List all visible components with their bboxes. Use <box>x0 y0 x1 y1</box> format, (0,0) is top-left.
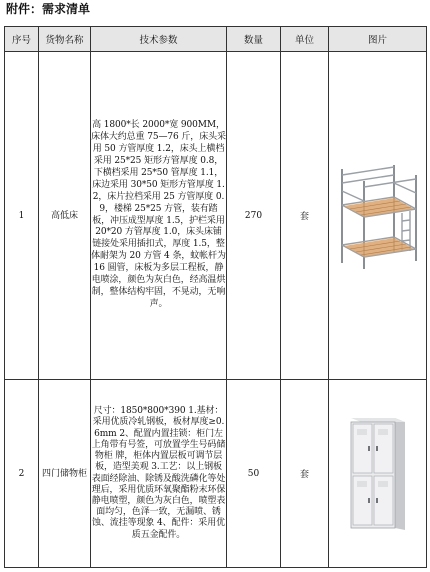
row-unit: 套 <box>281 52 329 380</box>
header-name: 货物名称 <box>39 27 91 52</box>
row-no: 2 <box>5 380 39 568</box>
row-spec: 高 1800*长 2000*宽 900MM，床体大约总重 75—76 斤，床头采用 50 方管厚度 1.2，床头上横档采用 25*25 矩形方管厚度 0.8，下横档采用 25*50 管厚度 1.1，床边采用 30*50 矩形方管厚度 1.2，床片拉档采用 25 方管厚度 0.9，楼梯 25*25 方管，装有踏板，冲压成型厚度 1.5，护栏采用 20*20 方管厚度 1.0，床头床铺链接处采用插扣式，厚度 1.5，整体耐架为 20 方管 4 条，蚊帐杆为 16 圆管，床板为多层工程板，静电喷涂，颜色为灰白色，经高温烘制，整体结构牢固，不晃动，无响声。 <box>91 52 227 380</box>
row-no: 1 <box>5 52 39 380</box>
header-unit: 单位 <box>281 27 329 52</box>
row-unit: 套 <box>281 380 329 568</box>
header-image: 图片 <box>329 27 427 52</box>
page-heading: 附件：需求清单 <box>6 2 91 16</box>
bunk-bed-image-cell <box>329 52 427 380</box>
header-spec: 技术参数 <box>91 27 227 52</box>
locker-cabinet-image <box>345 416 411 532</box>
table-row <box>5 52 427 380</box>
requirements-table <box>4 26 427 568</box>
locker-cabinet-image-cell <box>329 380 427 568</box>
header-qty: 数量 <box>227 27 281 52</box>
bunk-bed-image <box>332 161 424 271</box>
row-spec: 尺寸：1850*800*390 1.基材：采用优质冷轧钢板，板材厚度≥0.6mm 2、配置内置挂锁：柜门左上角带有号签，可放置学生号码储物柜 牌，柜体内置层板可调节层板，造型美观 3.工艺：以上钢板表面经除油、除锈及酸洗磷化等处理后，采用优质环氧聚酯粉末环保静电喷塑，颜色为灰白色，喷塑表面均匀，色泽一致，无漏喷、锈蚀、流挂等现象 4、配件：采用优质五金配件。 <box>91 380 227 568</box>
header-no: 序号 <box>5 27 39 52</box>
row-name: 高低床 <box>39 52 91 380</box>
row-qty: 50 <box>227 380 281 568</box>
table-row <box>5 380 427 568</box>
row-qty: 270 <box>227 52 281 380</box>
table-header-row <box>5 27 427 52</box>
row-name: 四门储物柜 <box>39 380 91 568</box>
